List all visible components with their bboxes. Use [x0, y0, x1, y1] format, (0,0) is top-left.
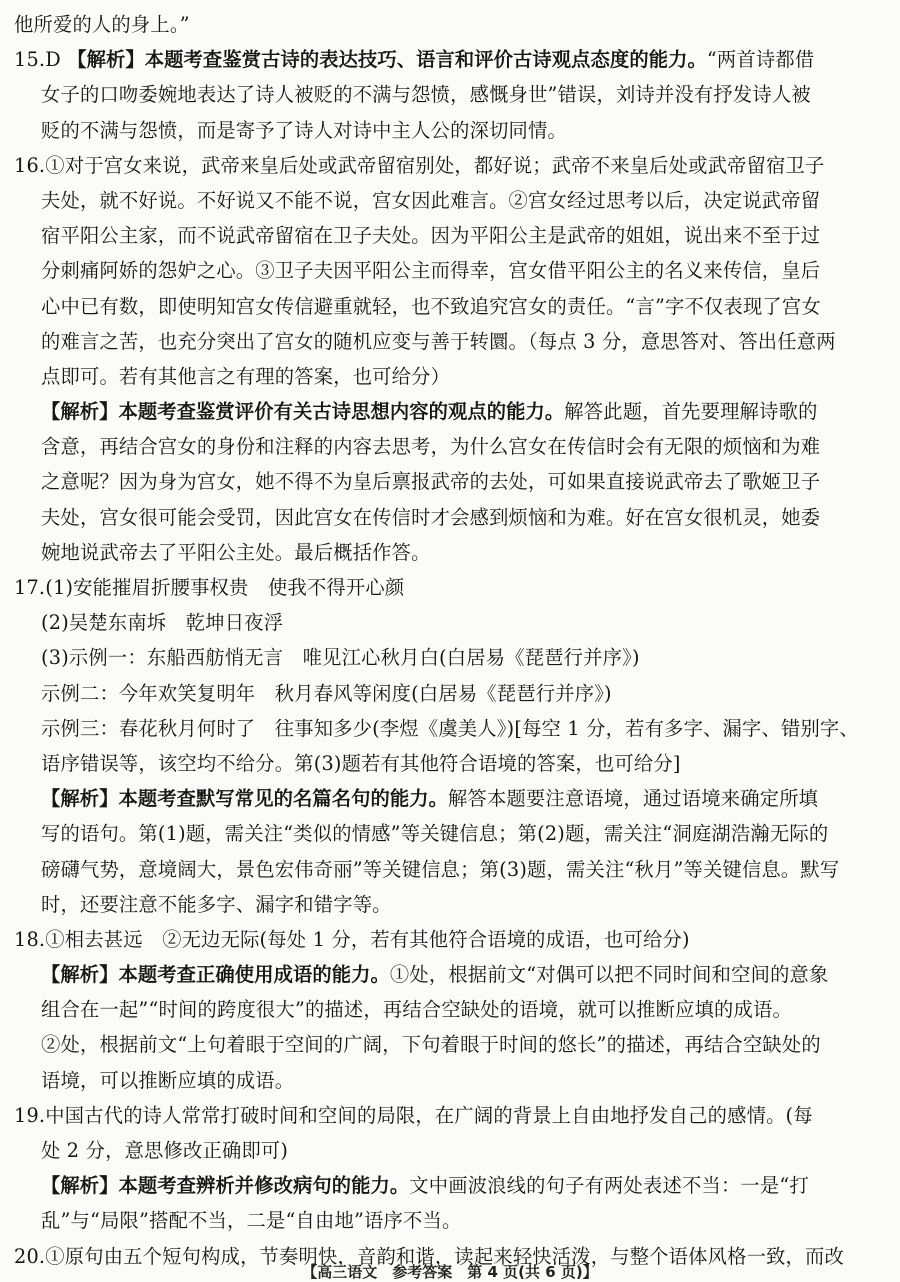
analysis-heading: 【解析】本题考查默写常见的名篇名句的能力。: [41, 787, 449, 811]
line-text: 语序错误等，该空均不给分。第(3)题若有其他符合语境的答案，也可给分]: [41, 751, 681, 775]
text-line: [0, 640, 866, 675]
text-line: [0, 957, 866, 992]
line-text: “两首诗都借: [706, 48, 815, 72]
line-text: 夫处，就不好说。不好说又不能不说，宫女因此难言。②宫女经过思考以后，决定说武帝留: [41, 188, 821, 212]
line-text: 处 2 分，意思修改正确即可): [41, 1139, 289, 1162]
question-number: 18.: [14, 927, 46, 951]
answer-text-body: [0, 7, 866, 1274]
line-text: 的难言之苦，也充分突出了宫女的随机应变与善于转圜。（每点 3 分，意思答对、答出任意两: [41, 329, 836, 353]
text-line: [0, 1133, 866, 1168]
line-text: (1)安能摧眉折腰事权贵 使我不得开心颜: [45, 576, 405, 599]
analysis-heading: 【解析】本题考查鉴赏古诗的表达技巧、语言和评价古诗观点态度的能力。: [67, 48, 707, 72]
text-line: [0, 746, 866, 781]
line-text: 解答此题，首先要理解诗歌的: [564, 400, 818, 424]
text-line: [0, 535, 866, 570]
text-line: [0, 500, 866, 535]
line-text: (3)示例一：东船西舫悄无言 唯见江心秋月白(白居易《琵琶行并序》): [41, 646, 640, 670]
text-line: [0, 816, 866, 851]
line-text: 时，还要注意不能多字、漏字和错字等。: [41, 892, 392, 916]
analysis-heading: 【解析】本题考查正确使用成语的能力。: [41, 963, 390, 987]
line-text: 贬的不满与怨愤，而是寄予了诗人对诗中主人公的深切同情。: [41, 118, 567, 142]
line-text: 分刺痛阿娇的怨妒之心。③卫子夫因平阳公主而得幸，宫女借平阳公主的名义来传信，皇后: [41, 259, 821, 283]
text-line: [0, 605, 866, 640]
line-text: ①处，根据前文“对偶可以把不同时间和空间的意象: [389, 963, 829, 987]
line-text: ①对于宫女来说，武帝来皇后处或武帝留宿别处，都好说；武帝不来皇后处或武帝留宿卫子: [45, 153, 825, 177]
question-number: 20.: [14, 1244, 46, 1268]
text-line: [0, 676, 866, 711]
line-text: 婉地说武帝去了平阳公主处。最后概括作答。: [41, 540, 431, 564]
line-text: 示例三：春花秋月何时了 往事知多少(李煜《虞美人》)[每空 1 分，若有多字、漏字、错别字、: [41, 716, 859, 740]
question-number: 15.D: [14, 48, 68, 72]
text-line: [0, 922, 866, 957]
line-text: 夫处，宫女很可能会受罚，因此宫女在传信时才会感到烦恼和为难。好在宫女很机灵，她委: [41, 505, 821, 529]
text-line: [0, 183, 866, 218]
line-text: 之意呢？因为身为宫女，她不得不为皇后禀报武帝的去处，可如果直接说武帝去了歌姬卫子: [41, 470, 821, 494]
line-text: ①原句由五个短句构成，节奏明快，音韵和谐，读起来轻快活泼，与整个语体风格一致，而改: [45, 1244, 844, 1268]
text-line: [0, 711, 866, 746]
text-line: [0, 1098, 866, 1133]
line-text: (2)吴楚东南坼 乾坤日夜浮: [41, 611, 284, 635]
text-line: [0, 148, 866, 183]
analysis-heading: 【解析】本题考查辨析并修改病句的能力。: [41, 1174, 410, 1198]
line-text: 写的语句。第(1)题，需关注“类似的情感”等关键信息；第(2)题，需关注“洞庭湖浩瀚无际的: [41, 822, 829, 846]
question-number: 17.: [14, 576, 46, 599]
line-text: 点即可。若有其他言之有理的答案，也可给分）: [41, 364, 451, 388]
question-number: 16.: [14, 153, 46, 177]
text-line: [0, 429, 866, 464]
question-number: 19.: [14, 1103, 46, 1127]
text-line: [0, 1027, 866, 1062]
line-text: ②处，根据前文“上句着眼于空间的广阔，下句着眼于时间的悠长”的描述，再结合空缺处的: [41, 1033, 821, 1057]
text-line: [0, 781, 866, 816]
line-text: 含意，再结合宫女的身份和注释的内容去思考，为什么宫女在传信时会有无限的烦恼和为难: [41, 435, 821, 459]
line-text: 乱”与“局限”搭配不当，二是“自由地”语序不当。: [41, 1209, 462, 1233]
line-text: 解答本题要注意语境，通过语境来确定所填: [448, 787, 819, 811]
text-line: [0, 852, 866, 887]
text-line: [0, 7, 866, 42]
line-text: 磅礴气势，意境阔大，景色宏伟奇丽”等关键信息；第(3)题，需关注“秋月”等关键信息。默写: [41, 857, 840, 881]
text-line: [0, 1203, 866, 1238]
text-line: [0, 992, 866, 1027]
line-text: 文中画波浪线的句子有两处表述不当：一是“打: [409, 1174, 809, 1198]
text-line: [0, 887, 866, 922]
line-text: 他所爱的人的身上。”: [14, 13, 190, 36]
text-line: [0, 464, 866, 499]
page-footer: 【高三语文 参考答案 第 4 页(共 6 页)】: [302, 1263, 598, 1281]
text-line: [0, 1063, 866, 1098]
line-text: 心中已有数，即使明知宫女传信避重就轻，也不致追究宫女的责任。“言”字不仅表现了宫女: [41, 294, 821, 318]
text-line: [0, 42, 866, 77]
text-line: [0, 570, 866, 605]
text-line: [0, 359, 866, 394]
text-line: [0, 253, 866, 288]
text-line: [0, 218, 866, 253]
line-text: 组合在一起”“时间的跨度很大”的描述，再结合空缺处的语境，就可以推断应填的成语。: [41, 998, 792, 1022]
line-text: 宿平阳公主家，而不说武帝留宿在卫子夫处。因为平阳公主是武帝的姐姐，说出来不至于过: [41, 224, 821, 248]
text-line: [0, 324, 866, 359]
line-text: ①相去甚远 ②无边无际(每处 1 分，若有其他符合语境的成语，也可给分): [45, 927, 690, 951]
text-line: [0, 113, 866, 148]
text-line: [0, 77, 866, 112]
text-line: [0, 1168, 866, 1203]
line-text: 示例二：今年欢笑复明年 秋月春风等闲度(白居易《琵琶行并序》): [41, 681, 612, 705]
analysis-heading: 【解析】本题考查鉴赏评价有关古诗思想内容的观点的能力。: [41, 400, 565, 424]
line-text: 语境，可以推断应填的成语。: [41, 1068, 295, 1092]
line-text: 中国古代的诗人常常打破时间和空间的局限，在广阔的背景上自由地抒发自己的感情。(每: [45, 1103, 813, 1127]
text-line: [0, 394, 866, 429]
line-text: 女子的口吻委婉地表达了诗人被贬的不满与怨愤，感慨身世”错误，刘诗并没有抒发诗人被: [41, 83, 811, 107]
text-line: [0, 289, 866, 324]
